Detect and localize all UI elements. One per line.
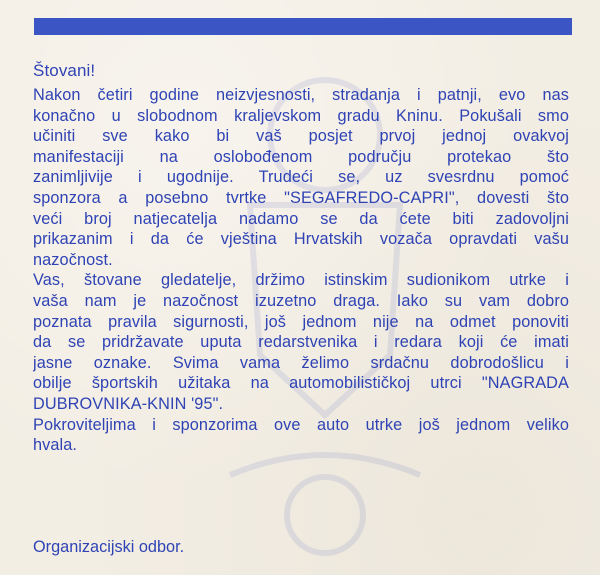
text-line: poznata pravila sigurnosti, još jednom nije na odmet ponoviti bbox=[33, 312, 569, 331]
text-line: obilje športskih užitaka na automobilističkoj utrci "NAGRADA bbox=[33, 374, 569, 393]
text-line: vaša nam je nazočnost izuzetno draga. Iako su vam dobro bbox=[33, 291, 569, 310]
text-line: sponzora a posebno tvrtke "SEGAFREDO-CAPRI", dovesti što bbox=[33, 188, 569, 207]
text-line: da se pridržavate uputa redarstvenika i redara koji će imati bbox=[33, 333, 569, 352]
text-line: veći broj natjecatelja nadamo se da ćete biti zadovoljni bbox=[33, 209, 569, 228]
text-line: hvala. bbox=[33, 436, 78, 455]
salutation: Štovani! bbox=[33, 61, 96, 80]
text-line: nazočnost. bbox=[33, 250, 113, 269]
text-line: DUBROVNIKA-KNIN '95". bbox=[33, 394, 224, 413]
text-line: manifestaciji na oslobođenom području protekao što bbox=[33, 147, 569, 166]
paragraph-2 bbox=[33, 270, 569, 414]
text-line: prikazanim i da će vještina Hrvatskih vozača opravdati vašu bbox=[33, 230, 569, 249]
text-line: Nakon četiri godine neizvjesnosti, stradanja i patnji, evo nas bbox=[33, 86, 569, 104]
text-line: učiniti sve kako bi vaš posjet prvoj jednoj ovakvoj bbox=[33, 127, 569, 146]
text-line: zanimljivije i ugodnije. Trudeći se, uz svesrdnu pomoć bbox=[33, 168, 569, 187]
signature: Organizacijski odbor. bbox=[33, 538, 185, 556]
letter-body bbox=[33, 60, 569, 456]
header-color-bar bbox=[34, 18, 572, 35]
text-line: Vas, štovane gledatelje, držimo istinskim sudionikom utrke i bbox=[33, 271, 569, 290]
text-line: Pokroviteljima i sponzorima ove auto utrke još jednom veliko bbox=[33, 415, 569, 434]
text-line: jasne oznake. Svima vama želimo srdačnu dobrodošlicu i bbox=[33, 353, 569, 372]
text-line: konačno u slobodnom kraljevskom gradu Kninu. Pokušali smo bbox=[33, 106, 569, 125]
paragraph-1 bbox=[33, 85, 569, 270]
paragraph-3 bbox=[33, 415, 569, 456]
